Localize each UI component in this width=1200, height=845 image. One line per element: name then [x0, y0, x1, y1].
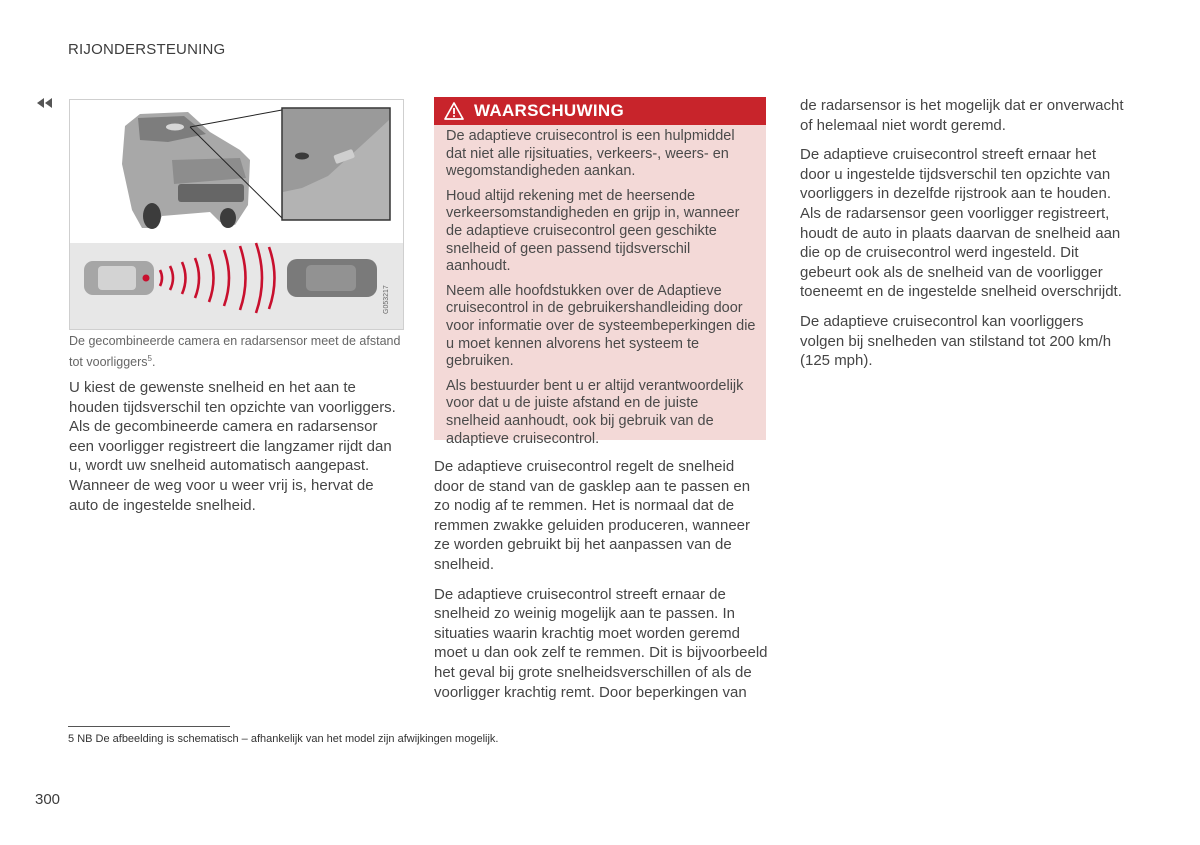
camera-closeup-inset — [282, 108, 390, 220]
warning-paragraph: Houd altijd rekening met de heersende verkeersomstandigheden en grijp in, wanneer de adaptieve cruisecontrol geen geschikte snelheid of geen passend tijdsverschil aanhoudt. — [446, 187, 740, 275]
column-3 — [800, 96, 1130, 381]
column-2 — [434, 457, 768, 712]
paragraph: De adaptieve cruisecontrol streeft ernaar het door u ingestelde tijdsverschil ten opzichte van voorliggers in dezelfde rijstrook aan te houden. Als de radarsensor geen voorligger registreert, houdt de auto in plaats daarvan de snelheid aan die op de cruisecontrol werd ingesteld. Dit gebeurt ook als de snelheid van de voorligger toeneemt en de ingestelde snelheid overschrijdt. — [800, 146, 1122, 301]
column-1 — [69, 378, 399, 525]
previous-page-icon[interactable] — [35, 97, 55, 109]
caption-footnote-marker: 5 — [147, 354, 152, 363]
paragraph: De adaptieve cruisecontrol regelt de snelheid door de stand van de gasklep aan te passen en zo nodig af te remmen. Het is normaal dat de remmen zwakke geluiden produceren, wanneer ze worden gebruikt bij het aanpassen van de snelheid. — [434, 458, 751, 573]
warning-title: WAARSCHUWING — [474, 101, 624, 120]
figure-code: G053217 — [383, 285, 390, 314]
adaptive-cruise-illustration — [69, 99, 404, 330]
caption-end: . — [151, 355, 156, 370]
paragraph: U kiest de gewenste snelheid en het aan te houden tijdsverschil ten opzichte van voorliggers. Als de gecombineerde camera en radarsensor een voorligger registreert die langzamer rijdt dan u, wordt uw snelheid automatisch aangepast. Wanneer de weg voor u weer vrij is, hervat de auto de ingestelde snelheid. — [69, 379, 396, 514]
leading-car-top-view — [287, 259, 377, 297]
page-number: 300 — [35, 791, 61, 808]
warning-paragraph: Als bestuurder bent u er altijd verantwoordelijk voor dat u de juiste afstand en de juiste snelheid aanhoudt, ook bij gebruik van de adaptieve cruisecontrol. — [446, 377, 744, 447]
paragraph: De adaptieve cruisecontrol kan voorliggers volgen bij snelheden van stilstand tot 200 km/h (125 mph). — [800, 312, 1112, 370]
footnote-divider — [68, 726, 230, 727]
paragraph: de radarsensor is het mogelijk dat er onverwacht of helemaal niet wordt geremd. — [800, 97, 1124, 134]
warning-paragraph: De adaptieve cruisecontrol is een hulpmiddel dat niet alle rijsituaties, verkeers-, weers- en wegomstandigheden aankan. — [446, 128, 735, 180]
paragraph: De adaptieve cruisecontrol streeft ernaar de snelheid zo weinig mogelijk aan te passen. In situaties waarin krachtig moet worden geremd moet u dan ook zelf te remmen. Dit is bijvoorbeeld het geval bij grote snelheidsverschillen of als de voorligger krachtig remt. Door beperkingen van — [434, 585, 768, 701]
footnote-marker: 5 — [68, 733, 75, 745]
footnote-text: NB De afbeelding is schematisch – afhankelijk van het model zijn afwijkingen mogelijk. — [77, 733, 499, 745]
warning-header — [434, 97, 766, 125]
warning-body — [434, 125, 766, 448]
warning-box — [434, 97, 766, 447]
caption-text: De gecombineerde camera en radarsensor meet de afstand tot voorliggers — [69, 334, 401, 370]
warning-triangle-icon — [444, 102, 464, 120]
own-car-top-view — [84, 261, 154, 295]
figure-caption — [69, 333, 404, 371]
section-header: RIJONDERSTEUNING — [68, 41, 226, 58]
footnote — [68, 733, 498, 745]
warning-paragraph: Neem alle hoofdstukken over de Adaptieve cruisecontrol in de gebruikershandleiding door voor informatie over de systeembeperkingen die u moet kennen alvorens het systeem te gebruiken. — [446, 282, 756, 370]
